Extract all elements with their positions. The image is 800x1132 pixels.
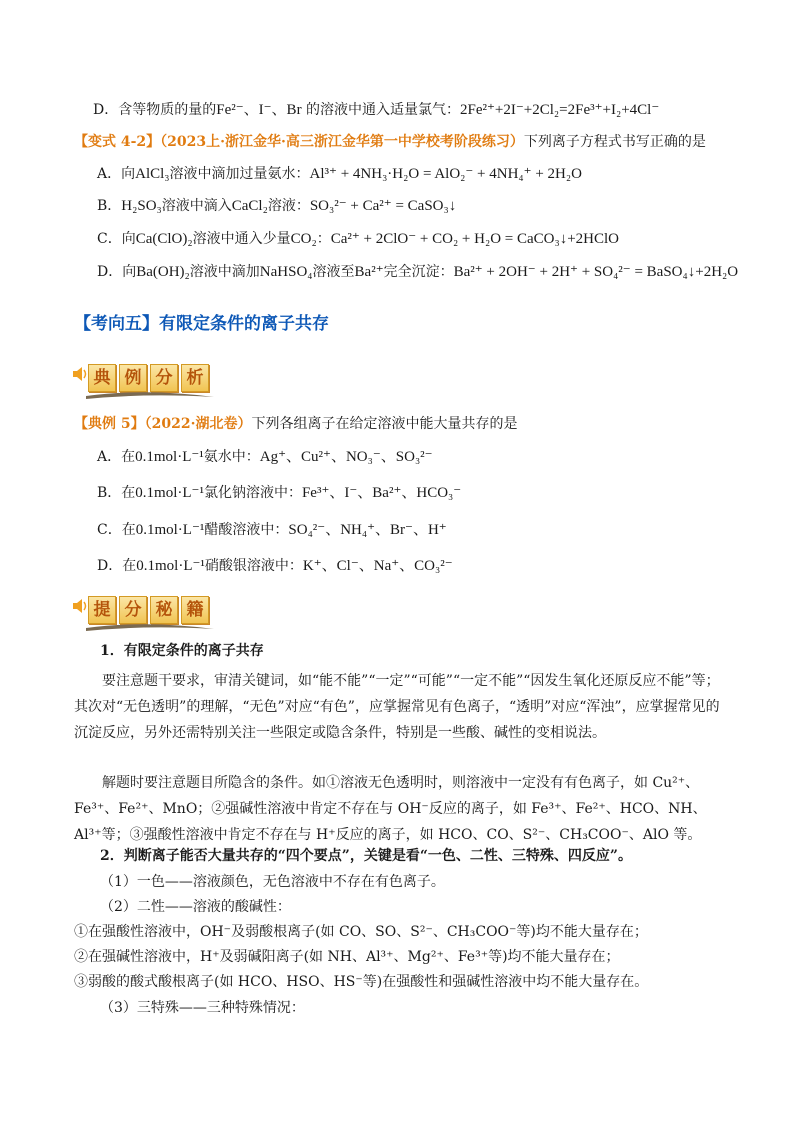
top-option-d: D．含等物质的量的Fe²⁻、I⁻、Br 的溶液中通入适量氯气：2Fe²⁺+2I⁻+2Cl₂=2Fe³⁺+I₂+4Cl⁻ <box>93 102 660 118</box>
variant-option-c: C．向Ca(ClO)₂溶液中通入少量CO₂：Ca²⁺ + 2ClO⁻ + CO₂ + H₂O = CaCO₃↓+2HClO <box>97 231 620 247</box>
variant-header <box>74 132 706 152</box>
tips-line-5: ③弱酸的酸式酸根离子(如 HCO、HSO、HS⁻等)在强酸性和强碱性溶液中均不能大量存在。 <box>74 974 649 990</box>
variant-option-a: A．向AlCl₃溶液中滴加过量氨水：Al³⁺ + 4NH₃·H₂O = AlO₂⁻ + 4NH₄⁺ + 2H₂O <box>97 166 582 182</box>
tips-heading-2: 2．判断离子能否大量共存的“四个要点”，关键是看“一色、二性、三特殊、四反应”。 <box>100 848 632 864</box>
example-option-c: C．在0.1mol·L⁻¹醋酸溶液中：SO₄²⁻、NH₄⁺、Br⁻、H⁺ <box>97 522 447 538</box>
tips-line-4: ②在强碱性溶液中，H⁺及弱碱阳离子(如 NH、Al³⁺、Mg²⁺、Fe³⁺等)均不能大量存在； <box>74 949 620 965</box>
banner-char: 秘 <box>150 596 178 624</box>
banner-char: 籍 <box>181 596 209 624</box>
tips-paragraph-1: 要注意题干要求，审清关键词，如“能不能”“一定”“可能”“一定不能”“因发生氧化还原反应不能”等；其次对“无色透明”的理解，“无色”对应“有色”，应掌握常见有色离子，“透明”对应“浑浊”，应掌握常见的沉淀反应，另外还需特别关注一些限定或隐含条件，特别是一些酸、碱性的变相说法。 <box>74 673 720 741</box>
example-option-d: D．在0.1mol·L⁻¹硝酸银溶液中：K⁺、Cl⁻、Na⁺、CO₃²⁻ <box>97 558 453 574</box>
example-header <box>74 414 517 434</box>
example-option-b: B．在0.1mol·L⁻¹氯化钠溶液中：Fe³⁺、I⁻、Ba²⁺、HCO₃⁻ <box>97 485 462 501</box>
tips-paragraph-2: 解题时要注意题目所隐含的条件。如①溶液无色透明时，则溶液中一定没有有色离子，如 Cu²⁺、Fe³⁺、Fe²⁺、MnO；②强碱性溶液中肯定不存在与 OH⁻反应的离子，如 Fe³⁺、Fe²⁺、HCO、NH、Al³⁺等；③强酸性溶液中肯定不存在与 H⁺反应的离子，如 HCO、CO、S²⁻、CH₃COO⁻、AlO 等。 <box>74 775 707 843</box>
example-tag: 【典例 5】 <box>74 416 145 432</box>
tips-line-6: （3）三特殊——三种特殊情况： <box>100 1000 305 1016</box>
tips-heading-1: 1．有限定条件的离子共存 <box>100 643 264 659</box>
example-source: （2022·湖北卷） <box>144 416 252 432</box>
variant-option-b: B．H₂SO₃溶液中滴入CaCl₂溶液：SO₃²⁻ + Ca²⁺ = CaSO₃↓ <box>97 198 457 214</box>
tips-line-2: （2）二性——溶液的酸碱性： <box>100 899 291 915</box>
banner-char: 分 <box>150 364 178 392</box>
variant-option-d: D．向Ba(OH)₂溶液中滴加NaHSO₄溶液至Ba²⁺完全沉淀：Ba²⁺ + 2OH⁻ + 2H⁺ + SO₄²⁻ = BaSO₄↓+2H₂O <box>97 264 739 280</box>
variant-stem: 下列离子方程式书写正确的是 <box>523 134 706 150</box>
variant-source: （2023上·浙江金华·高三浙江金华第一中学校考阶段练习） <box>160 134 524 150</box>
example-stem: 下列各组离子在给定溶液中能大量共存的是 <box>251 416 518 432</box>
banner-char: 析 <box>181 364 209 392</box>
banner-char: 典 <box>88 364 116 392</box>
tips-line-3: ①在强酸性溶液中，OH⁻及弱酸根离子(如 CO、SO、S²⁻、CH₃COO⁻等)均不能大量存在； <box>74 924 648 940</box>
variant-tag: 【变式 4-2】 <box>74 134 161 150</box>
brush-stroke-icon <box>86 622 216 632</box>
example-option-a: A．在0.1mol·L⁻¹氨水中：Ag⁺、Cu²⁺、NO₃⁻、SO₃²⁻ <box>97 449 433 465</box>
section-title: 【考向五】有限定条件的离子共存 <box>74 314 329 334</box>
banner-char: 提 <box>88 596 116 624</box>
banner-char: 例 <box>119 364 147 392</box>
banner-char: 分 <box>119 596 147 624</box>
brush-stroke-icon <box>86 390 216 400</box>
tips-line-1: （1）一色——溶液颜色，无色溶液中不存在有色离子。 <box>100 874 445 890</box>
